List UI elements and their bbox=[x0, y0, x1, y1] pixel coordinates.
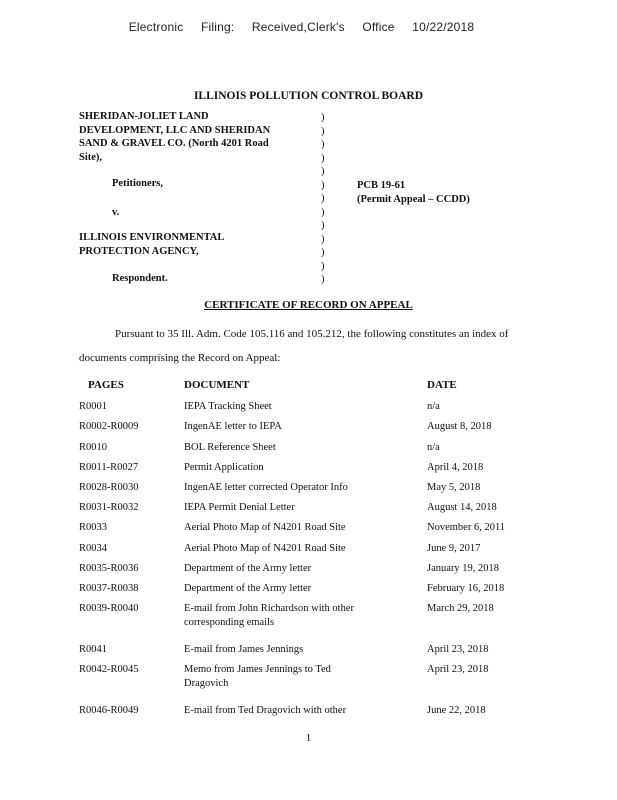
row-pages: R0037-R0038 bbox=[79, 583, 139, 594]
case-number-block bbox=[357, 179, 470, 207]
row-date: August 14, 2018 bbox=[427, 502, 497, 513]
row-document: BOL Reference Sheet bbox=[184, 442, 276, 453]
row-pages: R0041 bbox=[79, 644, 108, 655]
paren: ) bbox=[321, 193, 325, 204]
row-pages: R0046-R0049 bbox=[79, 705, 139, 716]
stamp-filing: Filing: bbox=[200, 20, 235, 34]
header-document: DOCUMENT bbox=[184, 379, 250, 391]
page-number: 1 bbox=[305, 732, 312, 744]
paren: ) bbox=[321, 112, 325, 123]
row-pages: R0010 bbox=[79, 442, 108, 453]
row-document: E-mail from James Jennings bbox=[184, 644, 304, 655]
respondent-line: ILLINOIS ENVIRONMENTAL bbox=[79, 232, 225, 243]
row-pages: R0001 bbox=[79, 401, 108, 412]
petitioner-line: SHERIDAN-JOLIET LAND bbox=[79, 111, 209, 122]
row-document: E-mail from Ted Dragovich with other bbox=[184, 705, 347, 716]
row-document: IEPA Permit Denial Letter bbox=[184, 502, 295, 513]
stamp-electronic: Electronic bbox=[128, 20, 184, 34]
versus-label: v. bbox=[112, 207, 120, 218]
paren: ) bbox=[321, 274, 325, 285]
paren: ) bbox=[321, 233, 325, 245]
row-pages: R0034 bbox=[79, 543, 108, 554]
row-document: IngenAE letter corrected Operator Info bbox=[184, 482, 348, 493]
row-date: April 23, 2018 bbox=[427, 664, 489, 675]
row-pages: R0033 bbox=[79, 522, 108, 533]
row-document: Permit Application bbox=[184, 462, 264, 473]
row-document: Department of the Army letter bbox=[184, 583, 312, 594]
header-date: DATE bbox=[427, 379, 457, 391]
row-date: August 8, 2018 bbox=[427, 421, 492, 432]
petitioner-line: DEVELOPMENT, LLC AND SHERIDAN bbox=[79, 124, 271, 136]
filing-stamp bbox=[0, 20, 617, 34]
row-date: n/a bbox=[427, 442, 440, 453]
paren: ) bbox=[321, 152, 325, 164]
row-date: May 5, 2018 bbox=[427, 482, 481, 493]
row-pages: R0039-R0040 bbox=[79, 603, 139, 614]
row-pages: R0042-R0045 bbox=[79, 664, 139, 675]
row-date: January 19, 2018 bbox=[427, 563, 500, 574]
row-date: February 16, 2018 bbox=[427, 583, 505, 594]
row-date: April 23, 2018 bbox=[427, 644, 489, 655]
row-date: June 9, 2017 bbox=[427, 543, 481, 554]
row-document: Department of the Army letter bbox=[184, 563, 312, 574]
case-number: PCB 19-61 bbox=[357, 180, 406, 191]
row-pages: R0002-R0009 bbox=[79, 421, 139, 432]
paren: ) bbox=[321, 166, 325, 177]
row-document: IEPA Tracking Sheet bbox=[184, 401, 272, 412]
petitioners-label: Petitioners, bbox=[112, 178, 164, 189]
row-document: Aerial Photo Map of N4201 Road Site bbox=[184, 543, 346, 554]
row-document: Memo from James Jennings to Ted Dragovich bbox=[184, 664, 331, 689]
row-document: IngenAE letter to IEPA bbox=[184, 421, 282, 432]
row-pages: R0011-R0027 bbox=[79, 462, 139, 473]
stamp-office: Office bbox=[362, 20, 395, 34]
stamp-received: Received,Clerk's bbox=[251, 20, 345, 34]
row-pages: R0031-R0032 bbox=[79, 502, 139, 513]
petitioner-line: Site), bbox=[79, 151, 103, 163]
row-pages: R0035-R0036 bbox=[79, 563, 139, 574]
respondent-label: Respondent. bbox=[112, 273, 168, 284]
respondent-line: PROTECTION AGENCY, bbox=[79, 245, 199, 257]
stamp-date: 10/22/2018 bbox=[412, 20, 475, 34]
case-type: (Permit Appeal – CCDD) bbox=[357, 194, 470, 205]
paren: ) bbox=[321, 206, 325, 218]
paren: ) bbox=[321, 139, 325, 150]
paren: ) bbox=[321, 220, 325, 231]
row-document: E-mail from John Richardson with other corresponding emails bbox=[184, 603, 355, 628]
petitioner-line: SAND & GRAVEL CO. (North 4201 Road bbox=[79, 138, 269, 149]
row-date: April 4, 2018 bbox=[427, 462, 484, 473]
header-pages: PAGES bbox=[88, 379, 124, 391]
paren: ) bbox=[321, 260, 325, 272]
row-date: November 6, 2011 bbox=[427, 522, 506, 533]
row-pages: R0028-R0030 bbox=[79, 482, 139, 493]
caption-parentheses bbox=[321, 111, 325, 287]
row-document: Aerial Photo Map of N4201 Road Site bbox=[184, 522, 346, 533]
row-date: June 22, 2018 bbox=[427, 705, 486, 716]
intro-paragraph: Pursuant to 35 Ill. Adm. Code 105.116 and 105.212, the following constitutes an index of documents comprising the Record on Appeal: bbox=[79, 328, 509, 364]
board-title: ILLINOIS POLLUTION CONTROL BOARD bbox=[193, 90, 424, 102]
paren: ) bbox=[321, 247, 325, 258]
row-date: March 29, 2018 bbox=[427, 603, 494, 614]
paren: ) bbox=[321, 125, 325, 137]
paren: ) bbox=[321, 179, 325, 191]
row-date: n/a bbox=[427, 401, 440, 412]
certificate-title: CERTIFICATE OF RECORD ON APPEAL bbox=[204, 299, 413, 311]
